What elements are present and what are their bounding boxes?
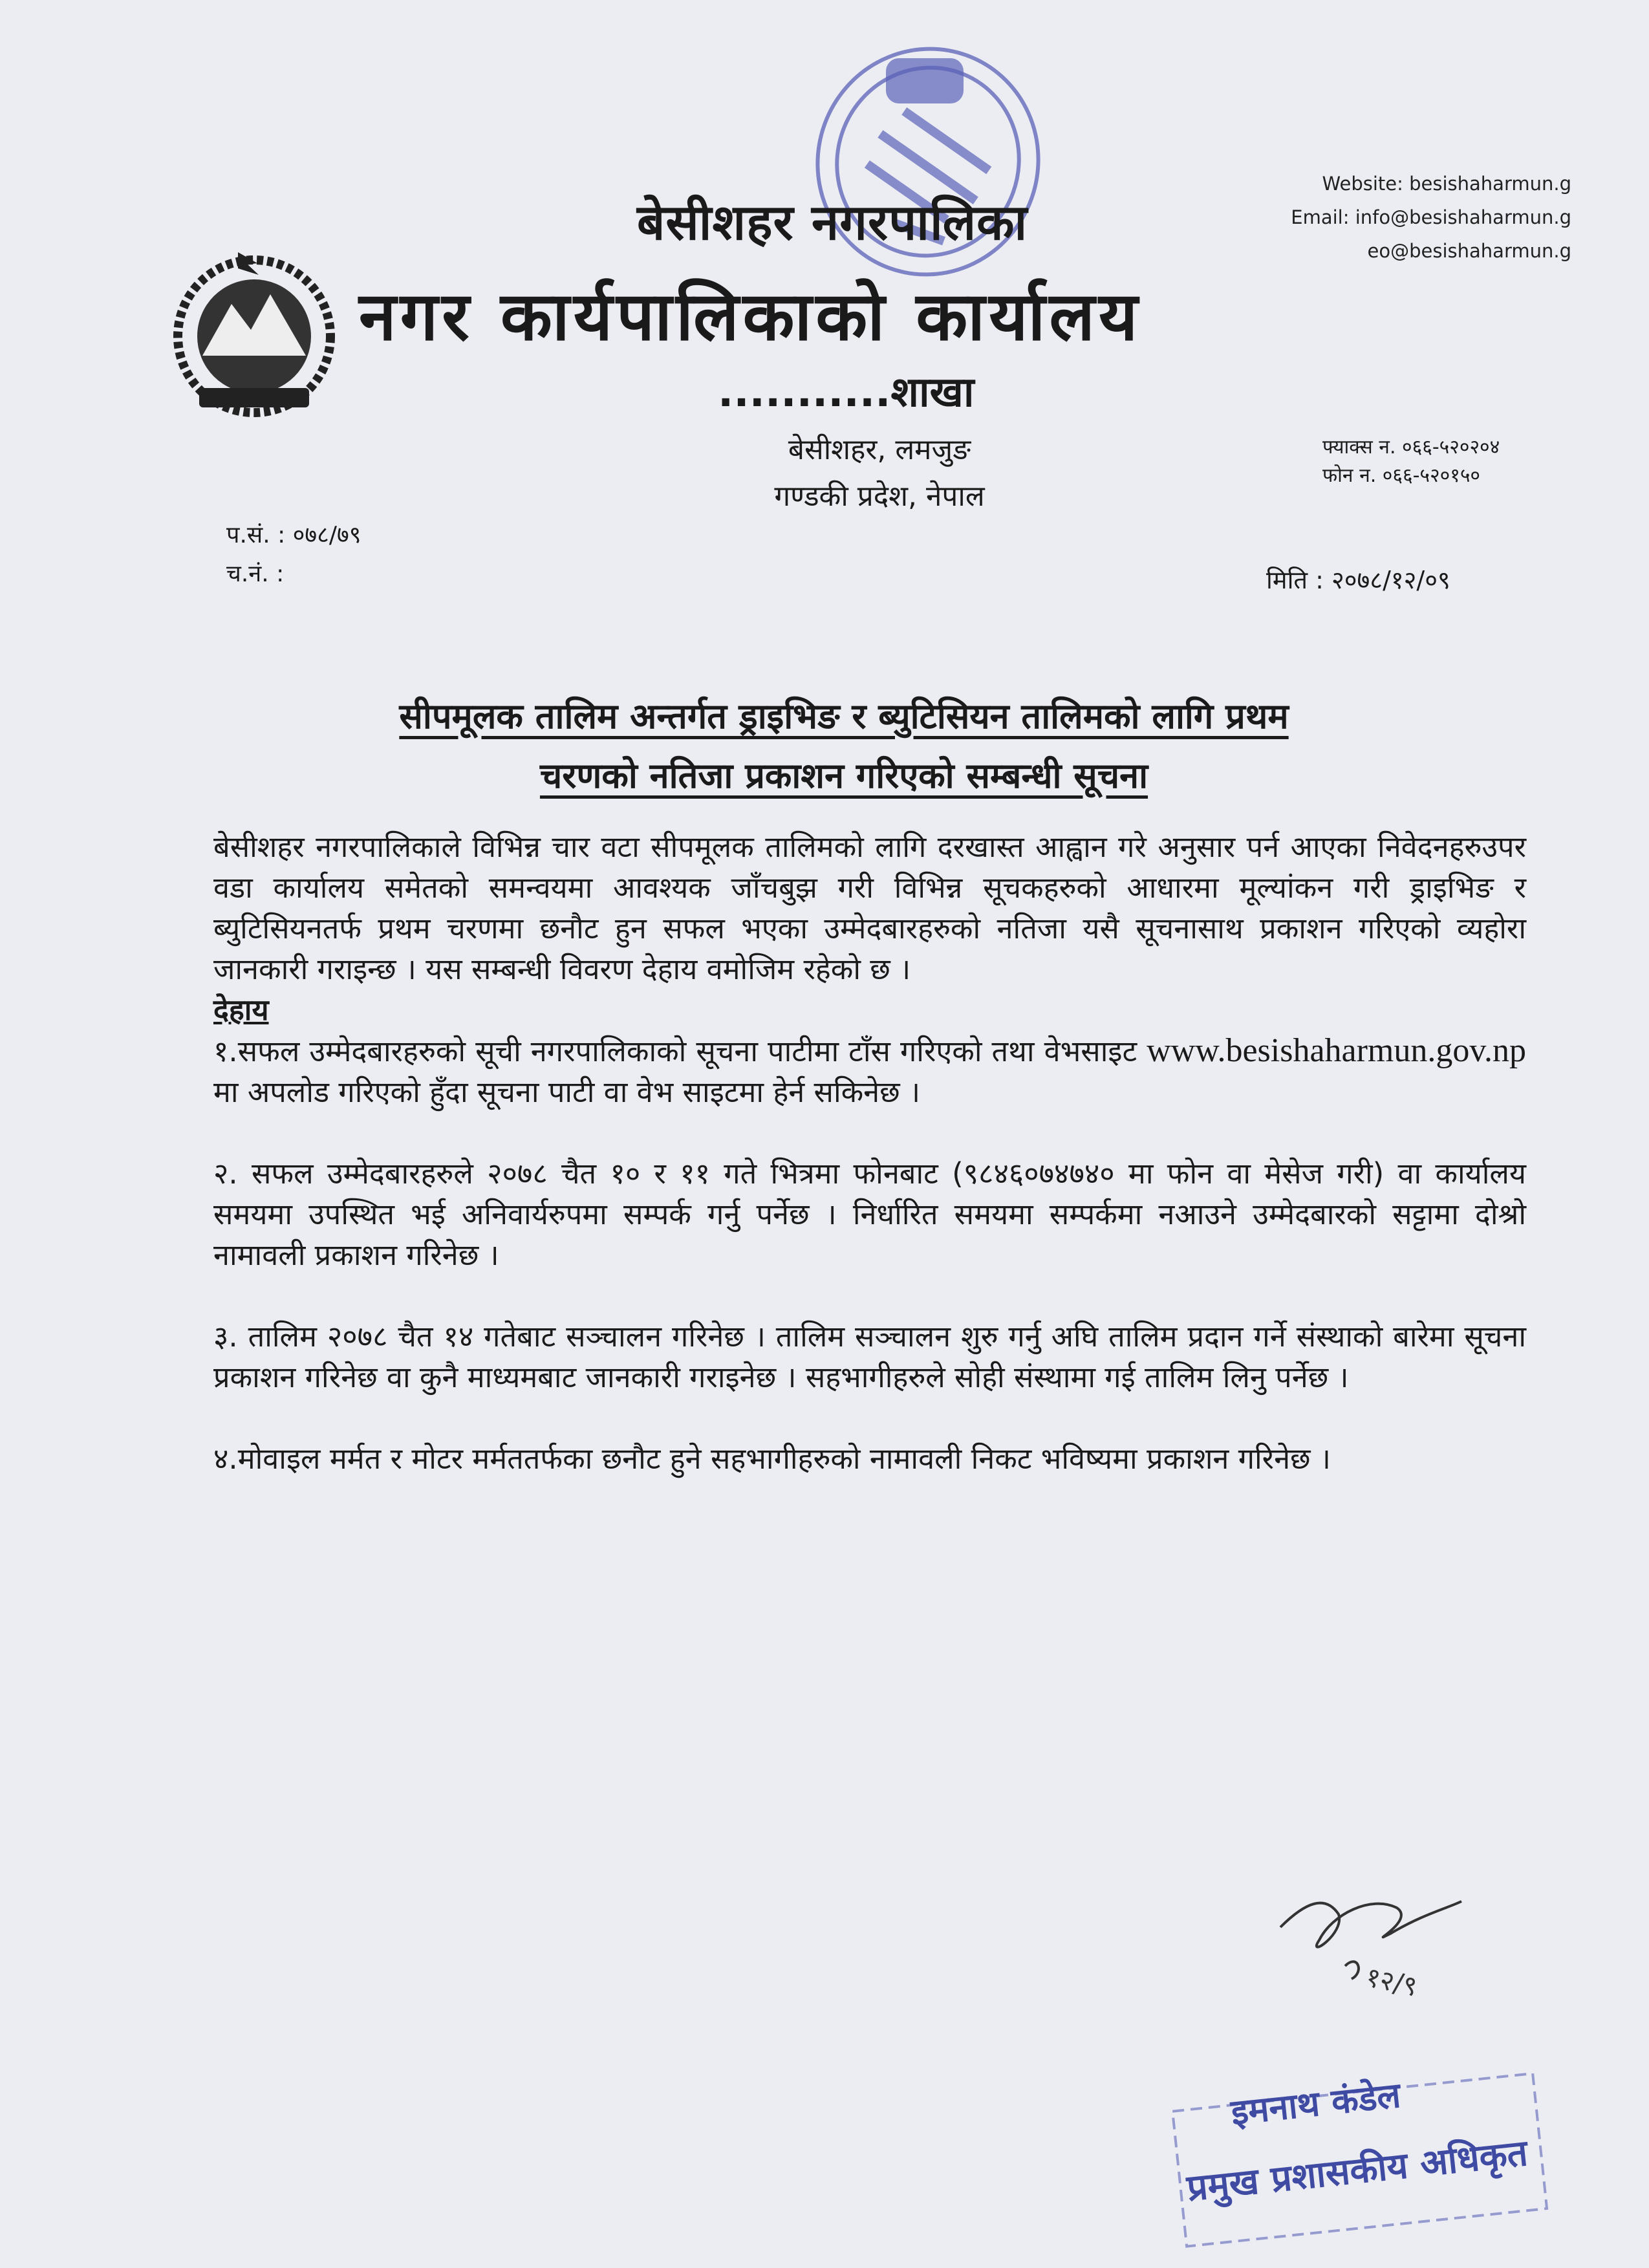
officer-name-stamp bbox=[1158, 2034, 1558, 2254]
intro-paragraph: बेसीशहर नगरपालिकाले विभिन्न चार वटा सीपमूलक तालिमको लागि दरखास्त आह्वान गरे अनुसार पर्न आएका निवेदनहरुउपर वडा कार्यालय समेतको समन्वयमा आवश्यक जाँचबुझ गरी विभिन्न सूचकहरुको आधारमा मूल्यांकन गरी ड्राइभिङ र ब्युटिसियनतर्फ प्रथम चरणमा छनौट हुन सफल भएका उम्मेदबारहरुको नतिजा यसै सूचनासाथ प्रकाशन गरिएको व्यहोरा जानकारी गराइन्छ । यस सम्बन्धी विवरण देहाय वमोजिम रहेको छ । bbox=[213, 830, 1526, 986]
letter-date: मिति : २०७८/१२/०९ bbox=[1266, 566, 1450, 594]
website-text: Website: besishaharmun.g bbox=[1322, 173, 1571, 195]
address-line-1: बेसीशहर, लमजुङ bbox=[788, 433, 971, 466]
contact-info bbox=[1291, 167, 1571, 268]
stamp-officer-name: इमनाथ कंडेल bbox=[1229, 2074, 1403, 2133]
fax-number: फ्याक्स न. ०६६-५२०२०४ bbox=[1322, 436, 1500, 459]
email-text: Email: info@besishaharmun.g bbox=[1291, 206, 1571, 228]
item-1-text-b: मा अपलोड गरिएको हुँदा सूचना पाटी वा वेभ साइटमा हेर्न सकिनेछ । bbox=[213, 1075, 921, 1109]
item-2: २. सफल उम्मेदबारहरुले २०७८ चैत १० र ११ गते भित्रमा फोनबाट (९८४६०७४७४० मा फोन वा मेसेज गरी) वा कार्यालय समयमा उपस्थित भई अनिवार्यरुपमा सम्पर्क गर्नु पर्नेछ । निर्धारित समयमा सम्पर्कमा नआउने उम्मेदबारको सट्टामा दोश्रो नामावली प्रकाशन गरिनेछ । bbox=[213, 1156, 1526, 1272]
branch-label: ...........शाखा bbox=[718, 369, 975, 416]
item-4: ४.मोवाइल मर्मत र मोटर मर्मततर्फका छनौट हुने सहभागीहरुको नामावली निकट भविष्यमा प्रकाशन गरिनेछ । bbox=[213, 1442, 1331, 1476]
notice-title bbox=[213, 687, 1474, 806]
notice-body bbox=[213, 826, 1526, 1479]
stamp-officer-title: प्रमुख प्रशासकीय अधिकृत bbox=[1185, 2132, 1530, 2210]
fax-phone-block bbox=[1322, 433, 1500, 490]
office-name: नगर कार्यपालिकाको कार्यालय bbox=[359, 277, 1142, 356]
email-eo-text: eo@besishaharmun.g bbox=[1367, 240, 1571, 262]
item-1 bbox=[213, 1030, 1526, 1112]
dehay-heading: देहाय bbox=[213, 993, 269, 1027]
item-3: ३. तालिम २०७८ चैत १४ गतेबाट सञ्चालन गरिनेछ । तालिम सञ्चालन शुरु गर्नु अघि तालिम प्रदान गर्ने संस्थाको बारेमा सूचना प्रकाशन गरिनेछ वा कुनै माध्यमबाट जानकारी गराइनेछ । सहभागीहरुले सोही संस्थामा गई तालिम लिनु पर्नेछ । bbox=[213, 1319, 1526, 1394]
item-1-text-a: १.सफल उम्मेदबारहरुको सूची नगरपालिकाको सूचना पाटीमा टाँस गरिएको तथा वेभसाइट bbox=[213, 1034, 1147, 1068]
reference-numbers bbox=[226, 516, 361, 594]
nepal-emblem-icon bbox=[160, 249, 348, 424]
address-line-2: गण्डकी प्रदेश, नेपाल bbox=[774, 480, 985, 513]
phone-number: फोन न. ०६६-५२०१५० bbox=[1322, 464, 1481, 487]
notice-title-line-1: सीपमूलक तालिम अन्तर्गत ड्राइभिङ र ब्युटिसियन तालिमको लागि प्रथम bbox=[399, 696, 1289, 737]
dispatch-number: च.नं. : bbox=[226, 561, 285, 587]
website-link[interactable]: www.besishaharmun.gov.np bbox=[1147, 1032, 1526, 1069]
municipality-name: बेसीशहर नगरपालिका bbox=[637, 193, 1028, 251]
handwritten-signature bbox=[1267, 1888, 1474, 2005]
notice-title-line-2: चरणको नतिजा प्रकाशन गरिएको सम्बन्धी सूचना bbox=[539, 755, 1148, 796]
office-address bbox=[698, 427, 1061, 520]
signature-date-note: १२/९ bbox=[1363, 1960, 1421, 2003]
letter-number: प.सं. : ०७८/७९ bbox=[226, 522, 361, 548]
